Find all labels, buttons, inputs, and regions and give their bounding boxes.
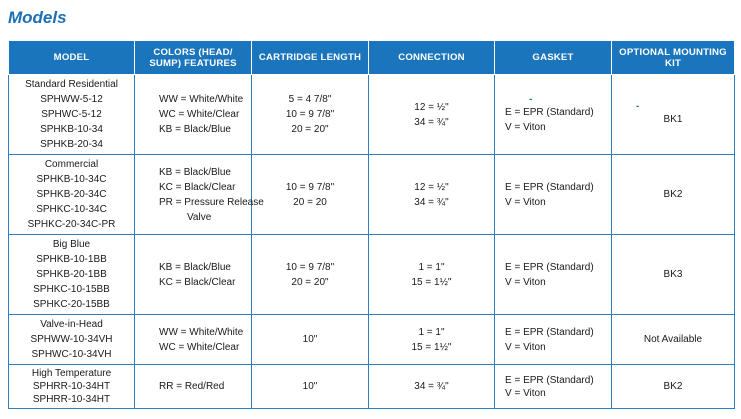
connection-cell [369,155,495,235]
colors-line: WW = White/White [159,94,244,105]
model-line: SPHWW-10-34VH [30,334,113,345]
column-header-connection: CONNECTION [369,41,495,75]
mounting-kit-cell [612,315,735,365]
kit-value: BK1 [663,114,683,125]
model-line: SPHRR-10-34HT [32,381,111,392]
page-title: Models [8,8,67,27]
gasket-line: E = EPR (Standard) [505,261,594,273]
length-cell [252,235,369,315]
model-cell [9,315,135,365]
connection-line: 34 = ¾" [414,381,449,392]
gasket-line: E = EPR (Standard) [505,181,594,193]
gasket-cell [495,315,612,365]
model-cell [9,75,135,155]
colors-line: WW = White/White [159,326,244,338]
model-line: SPHKC-10-34C [36,204,107,215]
model-cell [9,235,135,315]
model-line: SPHRR-10-34HT [32,394,111,405]
model-line: High Temperature [31,368,112,379]
connection-line: 1 = 1" [418,326,445,338]
length-line: 20 = 20" [291,124,329,135]
table-row [9,315,735,365]
length-line: 10" [302,381,318,392]
connection-cell [369,235,495,315]
connection-line: 1 = 1" [418,261,445,273]
model-line: Standard Residential [25,79,118,90]
column-header-gasket: GASKET [495,41,612,75]
kit-value: BK2 [663,381,683,392]
gasket-cell [495,155,612,235]
length-line: 10" [302,334,318,345]
gasket-line: E = EPR (Standard) [505,374,594,386]
connection-line: 34 = ¾" [414,196,449,208]
model-cell [9,365,135,409]
length-line: 10 = 9 7/8" [285,109,335,120]
model-line: SPHWC-10-34VH [31,349,112,360]
colors-cell [135,235,252,315]
column-header-colors: COLORS (HEAD/ SUMP) FEATURES [135,41,252,75]
gasket-line: V = Viton [505,341,546,353]
column-header-mounting-kit: OPTIONAL MOUNTING KIT [612,41,735,75]
connection-cell [369,315,495,365]
kit-value: BK2 [663,189,683,200]
connection-line: 34 = ¾" [414,116,449,128]
colors-line: Valve [187,211,212,223]
model-line: SPHWC-5-12 [41,109,102,120]
connection-line: 12 = ½" [414,181,449,193]
colors-line: KB = Black/Blue [159,124,231,135]
model-line: SPHWW-5-12 [40,94,103,105]
length-cell [252,155,369,235]
connection-line: 15 = 1½" [411,276,452,288]
mounting-kit-cell [612,75,735,155]
model-line: SPHKB-10-34 [40,124,103,135]
gasket-cell [495,75,612,155]
model-line: SPHKC-20-34C-PR [27,219,116,230]
colors-line: KC = Black/Clear [159,276,236,288]
model-line: Valve-in-Head [40,319,103,330]
length-line: 10 = 9 7/8" [285,181,335,193]
colors-cell [135,315,252,365]
model-line: Commercial [44,159,99,170]
model-line: SPHKB-20-34C [36,189,107,200]
column-header-model: MODEL [9,41,135,75]
model-line: SPHKC-10-15BB [33,284,110,295]
table-row [9,365,735,409]
gasket-line: V = Viton [505,387,546,399]
colors-line: KB = Black/Blue [159,166,231,178]
model-line: SPHKB-20-1BB [36,269,107,280]
model-line: SPHKB-10-1BB [36,254,107,265]
connection-cell [369,75,495,155]
length-line: 20 = 20" [291,276,329,288]
gasket-line: V = Viton [505,276,546,288]
models-table [8,40,735,409]
colors-cell [135,365,252,409]
colors-line: WC = White/Clear [159,109,240,120]
length-line: 20 = 20 [293,196,327,208]
colors-line: KC = Black/Clear [159,181,236,193]
mounting-kit-cell [612,365,735,409]
colors-cell [135,155,264,235]
gasket-cell [495,365,612,409]
length-cell [252,315,369,365]
gasket-line: V = Viton [505,121,546,133]
table-row [9,235,735,315]
gasket-line: V = Viton [505,196,546,208]
connection-line: 15 = 1½" [411,341,452,353]
model-line: SPHKB-10-34C [36,174,107,185]
gasket-line: E = EPR (Standard) [505,106,594,118]
table-row [9,75,735,155]
colors-line: WC = White/Clear [159,341,240,353]
table-row [9,155,735,235]
table-header-row [9,41,735,75]
length-cell [252,365,369,409]
mounting-kit-cell [612,235,735,315]
kit-value: Not Available [643,334,703,345]
connection-line: 12 = ½" [414,101,449,113]
model-cell [9,155,135,235]
kit-dash: - [636,101,640,112]
gasket-cell [495,235,612,315]
length-cell [252,75,369,155]
model-line: Big Blue [52,239,91,250]
colors-line: RR = Red/Red [159,381,225,392]
length-line: 10 = 9 7/8" [285,261,335,273]
colors-line: KB = Black/Blue [159,261,231,273]
length-line: 5 = 4 7/8" [288,94,332,105]
gasket-dash: - [529,93,533,105]
colors-line: PR = Pressure Release [159,196,264,208]
kit-value: BK3 [663,269,683,280]
colors-cell [135,75,252,155]
gasket-line: E = EPR (Standard) [505,326,594,338]
model-line: SPHKC-20-15BB [33,299,110,310]
mounting-kit-cell [612,155,735,235]
column-header-cartridge-length: CARTRIDGE LENGTH [252,41,369,75]
connection-cell [369,365,495,409]
model-line: SPHKB-20-34 [40,139,103,150]
